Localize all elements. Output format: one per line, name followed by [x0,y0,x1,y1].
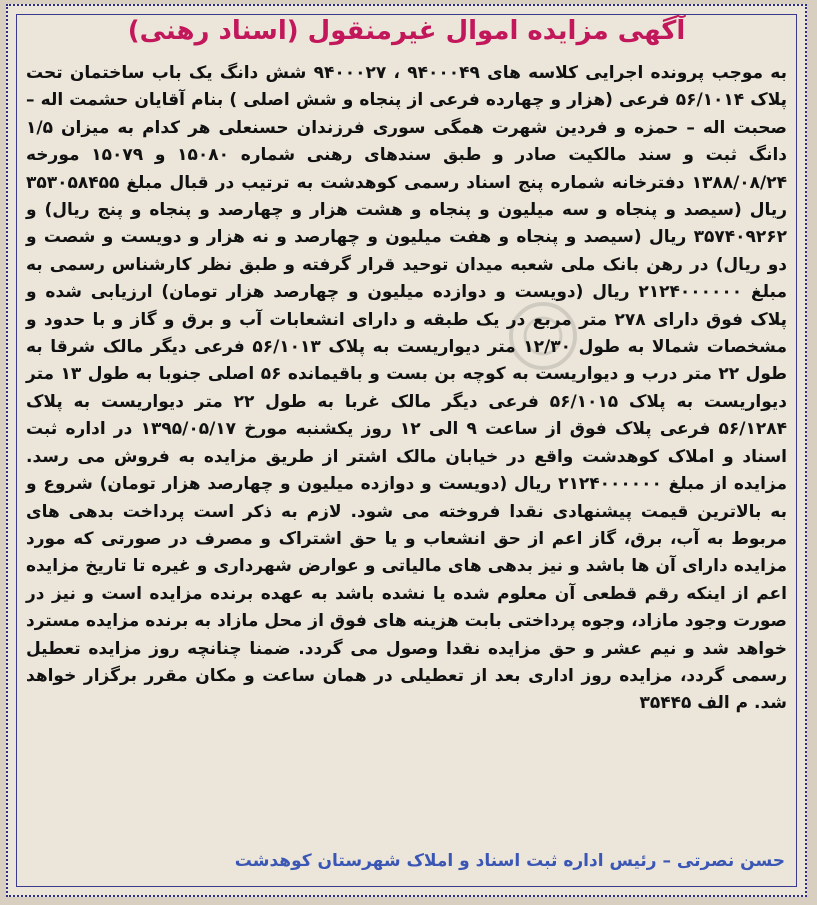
notice-body: به موجب پرونده اجرایی کلاسه های ۹۴۰۰۰۴۹ ، ۹۴۰۰۰۲۷ شش دانگ یک باب ساختمان تحت پلاک ۵۶/۱۰۱۴ فرعی (هزار و چهارده فرعی از پنجاه و شش اصلی ) بنام آقایان حشمت اله – صحبت اله – حمزه و فردین شهرت همگی سوری فرزندان حسنعلی هر کدام به میزان ۱/۵ دانگ ثبت و سند مالکیت صادر و طبق سندهای رهنی شماره ۱۵۰۸۰ و ۱۵۰۷۹ مورخه ۱۳۸۸/۰۸/۲۴ دفترخانه شماره پنج اسناد رسمی کوهدشت به ترتیب در قبال مبلغ ۳۵۳۰۵۸۴۵۵ ریال (سیصد و پنجاه و سه میلیون و پنجاه و هشت هزار و چهارصد و پنجاه و پنج ریال) و ۳۵۷۴۰۹۲۶۲ ریال (سیصد و پنجاه و هفت میلیون و چهارصد و نه هزار و دویست و شصت و دو ریال) در رهن بانک ملی شعبه میدان توحید قرار گرفته و طبق نظر کارشناس رسمی به مبلغ ۲۱۲۴۰۰۰۰۰۰ ریال (دویست و دوازده میلیون و چهارصد هزار تومان) ارزیابی شده و پلاک فوق دارای ۲۷۸ متر مربع در یک طبقه و دارای انشعابات آب و برق و گاز و با حدود و مشخصات شمالا به طول ۱۲/۳۰ متر دیواریست به پلاک ۵۶/۱۰۱۳ فرعی دیگر مالک شرقا به طول ۲۲ متر درب و دیواریست به کوچه بن بست و باقیمانده ۵۶ اصلی جنوبا به طول ۱۳ متر دیواریست به پلاک ۵۶/۱۰۱۵ فرعی دیگر مالک غربا به طول ۲۲ متر دیواریست به پلاک ۵۶/۱۲۸۴ فرعی پلاک فوق از ساعت ۹ الی ۱۲ روز یکشنبه مورخ ۱۳۹۵/۰۵/۱۷ در اداره ثبت اسناد و املاک کوهدشت واقع در خیابان مالک اشتر از طریق مزایده به فروش می رسد. مزایده از مبلغ ۲۱۲۴۰۰۰۰۰۰ ریال (دویست و دوازده میلیون و چهارصد هزار تومان) شروع و به بالاترین قیمت پیشنهادی نقدا فروخته می شود. لازم به ذکر است پرداخت بدهی های مربوط به آب، برق، گاز اعم از حق انشعاب و یا حق اشتراک و مصرف در صورتی که مورد مزایده دارای آن ها باشد و نیز بدهی های مالیاتی و عوارض شهرداری و غیره تا تاریخ مزایده اعم از اینکه رقم قطعی آن معلوم شده یا نشده باشد به عهده برنده مزایده است و نیز در صورت وجود مازاد، وجوه پرداختی بابت هزینه های فوق از محل مازاد به برنده مزایده مسترد خواهد شد و نیم عشر و حق مزایده نقدا وصول می گردد. ضمنا چنانچه روز مزایده تعطیل رسمی گردد، مزایده روز اداری بعد از تعطیلی در همان ساعت و مکان مقرر برگزار خواهد شد. م الف ۳۵۴۴۵ [26,63,788,714]
notice-title: آگهی مزایده اموال غیرمنقول (اسناد رهنی) [127,16,686,46]
notice-frame [6,4,807,897]
notice-signature: حسن نصرتی – رئیس اداره ثبت اسناد و املاک شهرستان کوهدشت [234,851,785,871]
